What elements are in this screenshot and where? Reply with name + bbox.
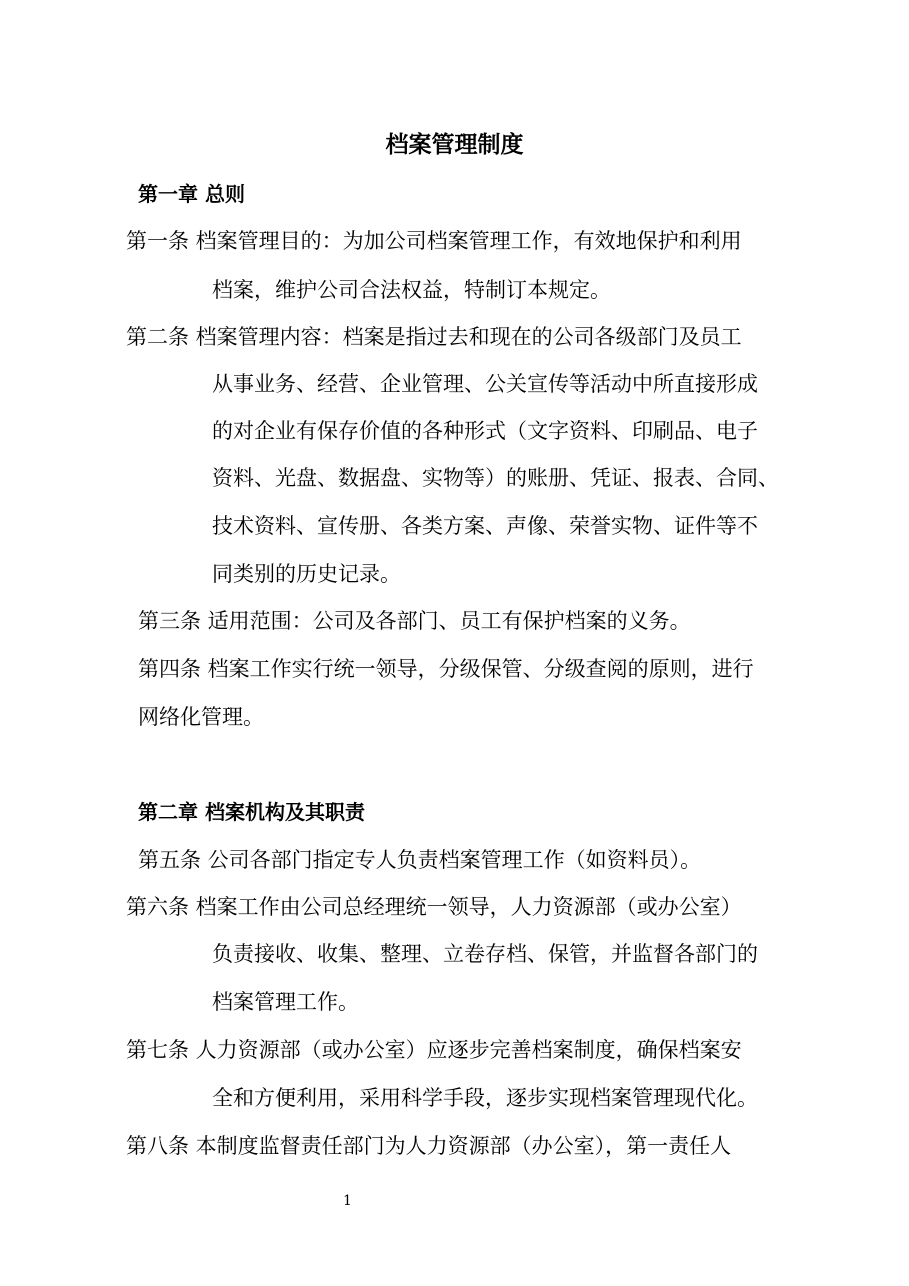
article-1-line-2: 档案，维护公司合法权益，特制订本规定。: [212, 278, 611, 302]
article-2-line-3: 的对企业有保存价值的各种形式（文字资料、印刷品、电子: [212, 419, 758, 443]
article-2-line-2: 从事业务、经营、企业管理、公关宣传等活动中所直接形成: [212, 372, 758, 396]
article-7-line-1: 第七条 人力资源部（或办公室）应逐步完善档案制度，确保档案安: [126, 1038, 742, 1062]
article-2-line-5: 技术资料、宣传册、各类方案、声像、荣誉实物、证件等不: [212, 514, 758, 538]
article-3-line-1: 第三条 适用范围：公司及各部门、员工有保护档案的义务。: [138, 609, 691, 633]
page-number: 1: [343, 1193, 352, 1209]
chapter-heading-1: 第一章 总则: [138, 182, 245, 206]
article-6-line-1: 第六条 档案工作由公司总经理统一领导，人力资源部（或办公室）: [126, 895, 742, 919]
article-1-line-1: 第一条 档案管理目的：为加公司档案管理工作，有效地保护和利用: [126, 229, 742, 253]
article-2-line-1: 第二条 档案管理内容：档案是指过去和现在的公司各级部门及员工: [126, 325, 742, 349]
article-5-line-1: 第五条 公司各部门指定专人负责档案管理工作（如资料员）。: [138, 848, 702, 872]
chapter-heading-2: 第二章 档案机构及其职责: [138, 800, 365, 824]
article-8-line-1: 第八条 本制度监督责任部门为人力资源部（办公室），第一责任人: [126, 1134, 732, 1158]
article-2-line-6: 同类别的历史记录。: [212, 562, 401, 586]
document-title: 档案管理制度: [385, 131, 524, 158]
article-4-line-1: 第四条 档案工作实行统一领导，分级保管、分级查阅的原则，进行: [138, 657, 754, 681]
article-6-line-3: 档案管理工作。: [212, 990, 359, 1014]
article-2-line-4: 资料、光盘、数据盘、实物等）的账册、凭证、报表、合同、: [212, 466, 779, 490]
article-7-line-2: 全和方便利用，采用科学手段，逐步实现档案管理现代化。: [212, 1086, 758, 1110]
article-4-line-2: 网络化管理。: [138, 705, 264, 729]
article-6-line-2: 负责接收、收集、整理、立卷存档、保管，并监督各部门的: [212, 942, 758, 966]
